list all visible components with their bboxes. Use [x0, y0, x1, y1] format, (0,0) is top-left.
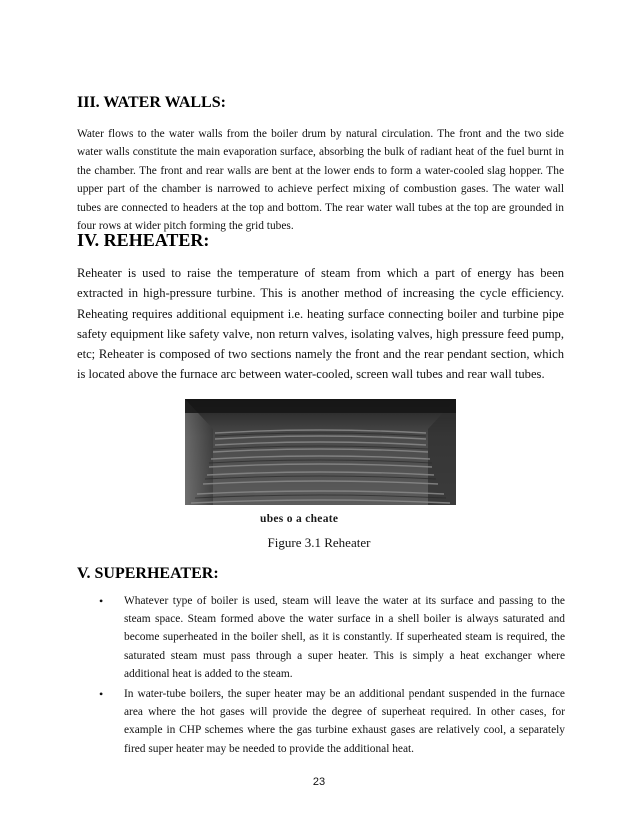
reheater-photo	[185, 399, 456, 505]
page-number: 23	[312, 776, 326, 788]
list-item	[99, 685, 565, 758]
bullet-icon: •	[99, 594, 104, 608]
list-item-text: In water-tube boilers, the super heater may be an additional pendant suspended in the furnace area where the hot gases will provide the degree of superheat required. In other cases, for example in CHP schemes where the gas turbine exhaust gases are relatively cool, a separately fired super heater may be needed to provide the additional heat.	[124, 688, 565, 755]
heading-reheater: IV. REHEATER:	[77, 230, 210, 250]
figure-caption: Figure 3.1 Reheater	[267, 535, 371, 550]
reheater-tubes-image	[185, 399, 456, 505]
list-item-text: Whatever type of boiler is used, steam will leave the water at its surface and passing to the steam space. Steam formed above the water surface in a shell boiler is always saturated and become superheated in the boiler shell, as it is constantly. If superheated steam is required, the saturated steam must pass through a super heater. This is simply a heat exchanger where additional heat is added to the steam.	[124, 595, 565, 680]
heading-water-walls: III. WATER WALLS:	[77, 94, 226, 111]
heading-superheater: V. SUPERHEATER:	[77, 565, 219, 582]
superheater-bullet-list	[99, 592, 565, 760]
figure-image-label: ubes o a cheate	[260, 513, 339, 525]
paragraph-reheater: Reheater is used to raise the temperature of steam from which a part of energy has been extracted in high-pressure turbine. This is another method of increasing the cycle efficiency. Reheating requires additional equipment i.e. heating surface connecting boiler and turbine pipe safety equipment like safety valve, non return valves, isolating valves, high pressure feed pump, etc; Reheater is composed of two sections namely the front and the rear pendant section, which is located above the furnace arc between water-cooled, screen wall tubes and rear wall tubes.	[77, 266, 564, 382]
list-item	[99, 592, 565, 683]
bullet-icon: •	[99, 687, 104, 702]
paragraph-water-walls: Water flows to the water walls from the boiler drum by natural circulation. The front and the two side water walls constitute the main evaporation surface, absorbing the bulk of radiant heat of the fuel burnt in the chamber. The front and rear walls are bent at the lower ends to form a water-cooled slag hopper. The upper part of the chamber is narrowed to achieve perfect mixing of combustion gases. The water wall tubes are connected to headers at the top and bottom. The rear water wall tubes at the top are grounded in four rows at wider pitch forming the grid tubes.	[77, 128, 564, 233]
